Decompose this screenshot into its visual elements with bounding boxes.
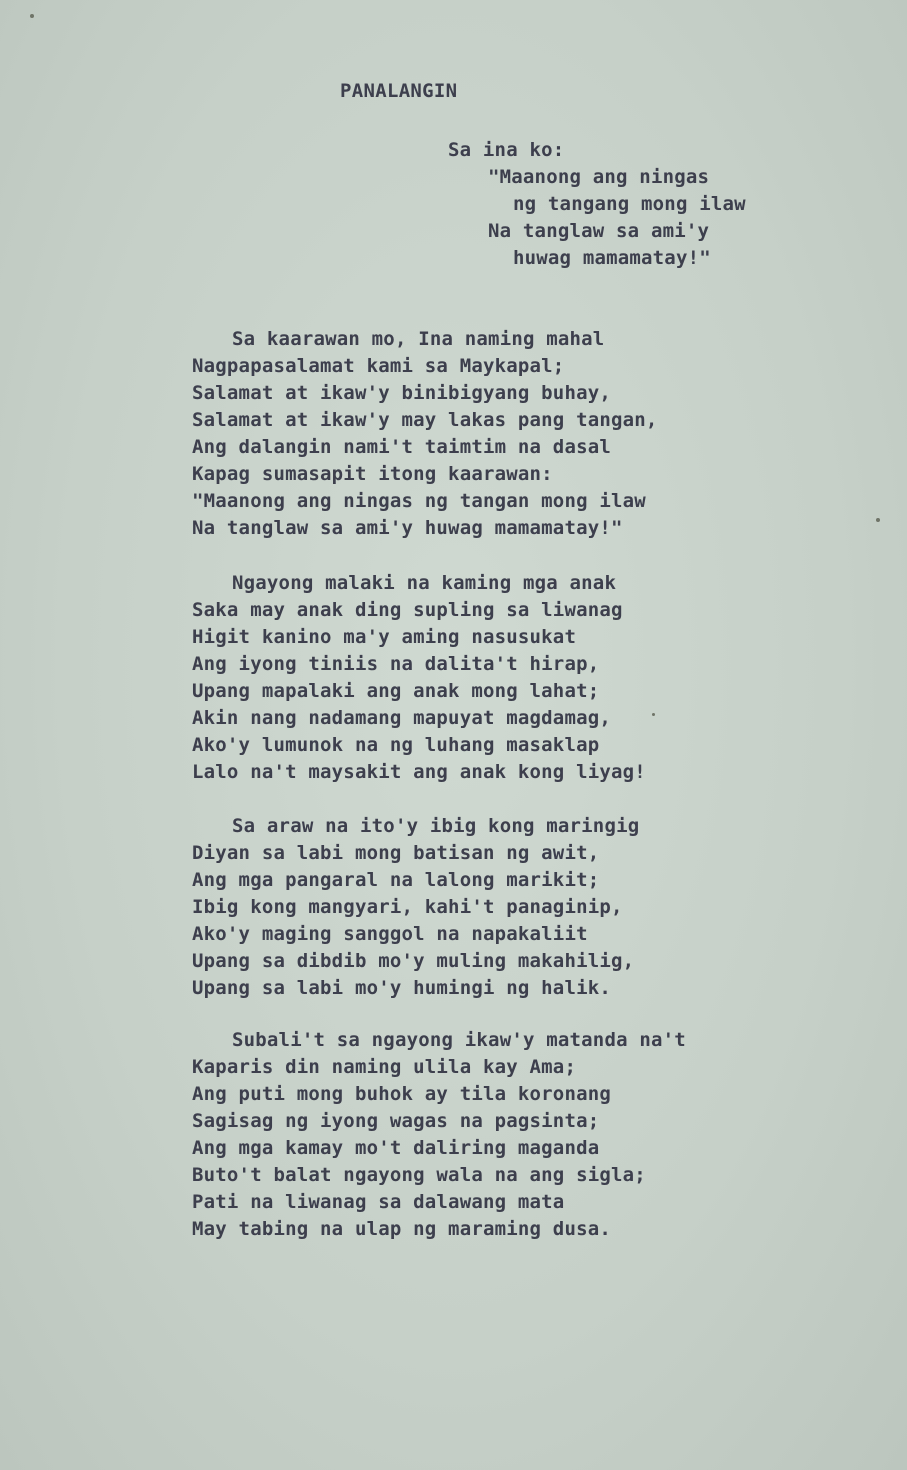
verse-line: Subali't sa ngayong ikaw'y matanda na't xyxy=(232,1029,686,1051)
verse-line: Ibig kong mangyari, kahi't panaginip, xyxy=(192,896,623,918)
verse-line: Kapag sumasapit itong kaarawan: xyxy=(192,463,553,485)
verse-line: Ang dalangin nami't taimtim na dasal xyxy=(192,436,612,458)
verse-line: Upang sa dibdib mo'y muling makahilig, xyxy=(192,950,635,972)
verse-line: Na tanglaw sa ami'y huwag mamamatay!" xyxy=(192,517,623,539)
verse-line: Lalo na't maysakit ang anak kong liyag! xyxy=(192,761,646,783)
verse-line: Pati na liwanag sa dalawang mata xyxy=(192,1191,565,1213)
verse-line: Sa kaarawan mo, Ina naming mahal xyxy=(232,328,605,350)
verse-line: Nagpapasalamat kami sa Maykapal; xyxy=(192,355,565,377)
verse-line: Salamat at ikaw'y binibigyang buhay, xyxy=(192,382,612,404)
verse-line: Saka may anak ding supling sa liwanag xyxy=(192,599,623,621)
dedication-line: Sa ina ko: xyxy=(448,139,565,161)
verse-line: Ang iyong tiniis na dalita't hirap, xyxy=(192,653,600,675)
poem-title: PANALANGIN xyxy=(340,80,458,102)
verse-line: Ngayong malaki na kaming mga anak xyxy=(232,572,617,594)
verse-line: Kaparis din naming ulila kay Ama; xyxy=(192,1056,577,1078)
paper-speck xyxy=(30,14,34,18)
verse-line: "Maanong ang ningas ng tangan mong ilaw xyxy=(192,490,646,512)
verse-line: Sa araw na ito'y ibig kong maringig xyxy=(232,815,640,837)
verse-line: Ako'y maging sanggol na napakaliit xyxy=(192,923,588,945)
verse-line: Ang mga pangaral na lalong marikit; xyxy=(192,869,600,891)
verse-line: Diyan sa labi mong batisan ng awit, xyxy=(192,842,600,864)
verse-line: Ang puti mong buhok ay tila koronang xyxy=(192,1083,612,1105)
verse-line: Akin nang nadamang mapuyat magdamag, xyxy=(192,707,612,729)
verse-line: Sagisag ng iyong wagas na pagsinta; xyxy=(192,1110,600,1132)
verse-line: May tabing na ulap ng maraming dusa. xyxy=(192,1218,612,1240)
verse-line: Upang mapalaki ang anak mong lahat; xyxy=(192,680,600,702)
verse-line: Buto't balat ngayong wala na ang sigla; xyxy=(192,1164,646,1186)
verse-line: Upang sa labi mo'y humingi ng halik. xyxy=(192,977,612,999)
verse-line: Salamat at ikaw'y may lakas pang tangan, xyxy=(192,409,658,431)
dedication-line: Na tanglaw sa ami'y xyxy=(488,220,710,242)
verse-line: Ang mga kamay mo't daliring maganda xyxy=(192,1137,600,1159)
verse-line: Ako'y lumunok na ng luhang masaklap xyxy=(192,734,600,756)
dedication-line: huwag mamamatay!" xyxy=(513,247,711,269)
paper-speck xyxy=(876,518,880,522)
verse-line: Higit kanino ma'y aming nasusukat xyxy=(192,626,577,648)
paper-speck xyxy=(652,713,655,716)
dedication-line: ng tangang mong ilaw xyxy=(513,193,746,215)
dedication-line: "Maanong ang ningas xyxy=(488,166,710,188)
